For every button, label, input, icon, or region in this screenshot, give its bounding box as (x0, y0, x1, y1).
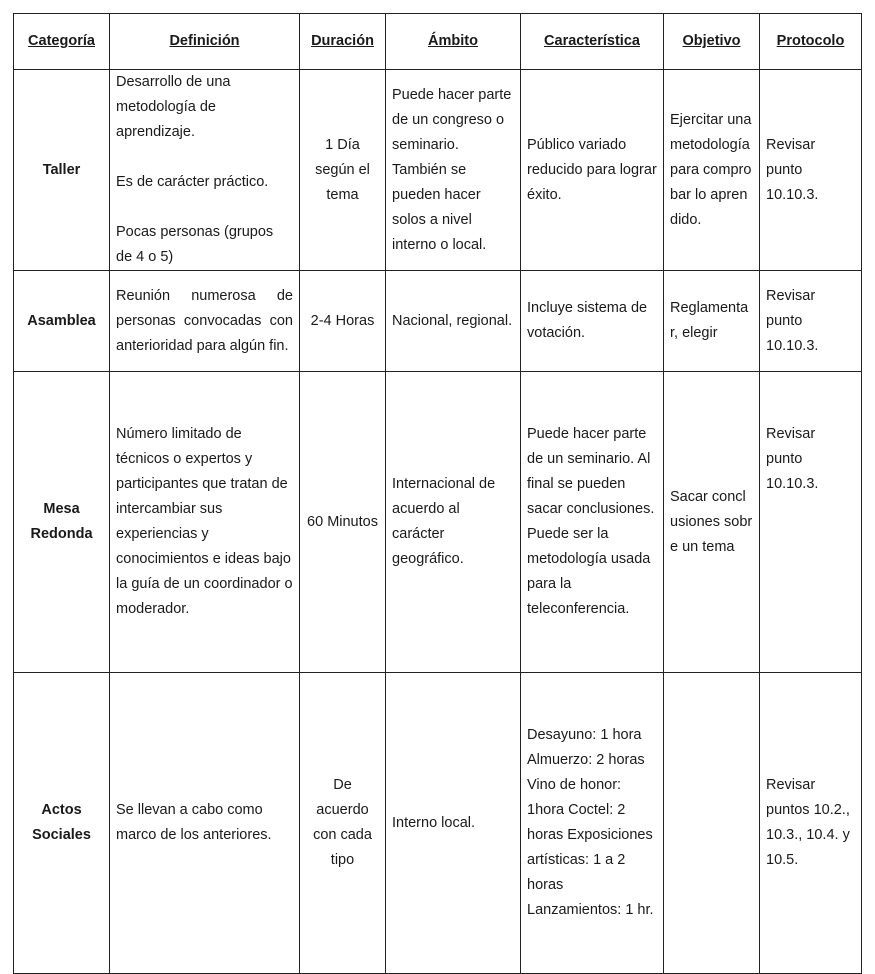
objetivo-cell (664, 372, 760, 673)
header-caracteristica: Característica (521, 14, 664, 70)
definicion-paragraph: Pocas personas (grupos de 4 o 5) (116, 224, 274, 265)
definicion-cell (110, 372, 300, 673)
objetivo-cell (664, 271, 760, 372)
ambito-cell: Internacional de acuerdo al carácter geográfico. (386, 372, 521, 673)
header-definicion: Definición (110, 14, 300, 70)
definicion-paragraph: Se llevan a cabo como marco de los anteriores. (116, 802, 272, 843)
header-duracion: Duración (300, 14, 386, 70)
duracion-cell: 60 Minutos (300, 372, 386, 673)
duracion-cell: 1 Día según el tema (300, 70, 386, 271)
definicion-paragraph: Número limitado de técnicos o expertos y participantes que tratan de intercambiar sus experiencias y conocimientos e ideas bajo la guía de un coordinador o moderador. (116, 426, 293, 617)
categoria-cell: Mesa Redonda (14, 372, 110, 673)
table-row (14, 271, 862, 372)
duracion-cell: De acuerdo con cada tipo (300, 673, 386, 974)
header-row (14, 14, 862, 70)
definicion-paragraph: Desarrollo de una metodología de aprendizaje. (116, 74, 231, 140)
header-protocolo: Protocolo (760, 14, 862, 70)
definicion-cell (110, 673, 300, 974)
header-categoria: Categoría (14, 14, 110, 70)
duracion-cell: 2-4 Horas (300, 271, 386, 372)
table-row (14, 70, 862, 271)
ambito-cell: Interno local. (386, 673, 521, 974)
table-row (14, 673, 862, 974)
categoria-cell: Taller (14, 70, 110, 271)
header-objetivo: Objetivo (664, 14, 760, 70)
caracteristica-cell: Público variado reducido para lograr éxito. (521, 70, 664, 271)
table-row (14, 372, 862, 673)
categoria-cell: Asamblea (14, 271, 110, 372)
objetivo-text: Sacar conclusiones sobre un tema (670, 488, 753, 555)
caracteristica-cell: Puede hacer parte de un seminario. Al final se pueden sacar conclusiones. Puede ser la metodología usada para la teleconferencia. (521, 372, 664, 673)
definicion-cell (110, 271, 300, 372)
definicion-cell (110, 70, 300, 271)
definicion-paragraph: Es de carácter práctico. (116, 174, 269, 190)
header-ambito: Ámbito (386, 14, 521, 70)
definicion-paragraph: Reunión numerosa de personas convocadas con anterioridad para algún fin. (116, 287, 293, 354)
protocolo-cell: Revisar punto 10.10.3. (760, 372, 862, 673)
events-table (13, 13, 862, 974)
objetivo-cell (664, 673, 760, 974)
ambito-cell: Nacional, regional. (386, 271, 521, 372)
protocolo-cell: Revisar punto 10.10.3. (760, 70, 862, 271)
protocolo-cell: Revisar puntos 10.2., 10.3., 10.4. y 10.5. (760, 673, 862, 974)
caracteristica-cell: Incluye sistema de votación. (521, 271, 664, 372)
objetivo-text: Reglamentar, elegir (670, 300, 749, 341)
categoria-cell: Actos Sociales (14, 673, 110, 974)
objetivo-text: Ejercitar una metodología para comprobar lo aprendido. (670, 111, 752, 228)
caracteristica-cell: Desayuno: 1 hora Almuerzo: 2 horas Vino de honor: 1hora Coctel: 2 horas Exposiciones artísticas: 1 a 2 horas Lanzamientos: 1 hr. (521, 673, 664, 974)
protocolo-cell: Revisar punto 10.10.3. (760, 271, 862, 372)
objetivo-cell (664, 70, 760, 271)
ambito-cell: Puede hacer parte de un congreso o seminario. También se pueden hacer solos a nivel interno o local. (386, 70, 521, 271)
